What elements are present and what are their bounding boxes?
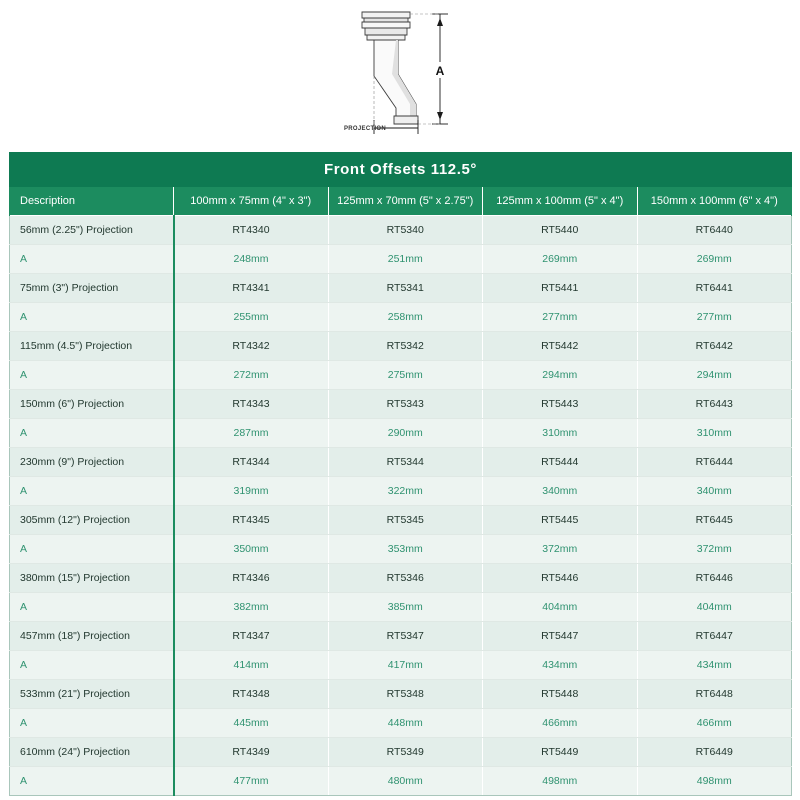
cell-dimension: 322mm [328, 477, 483, 506]
cell-dimension: 272mm [174, 361, 329, 390]
column-header-size-3: 125mm x 100mm (5" x 4") [483, 187, 638, 216]
cell-product-code: RT4346 [174, 564, 329, 593]
column-header-description: Description [10, 187, 174, 216]
cell-product-code: RT5448 [483, 680, 638, 709]
cell-product-code: RT6442 [637, 332, 792, 361]
column-header-size-4: 150mm x 100mm (6" x 4") [637, 187, 792, 216]
cell-dimension: 350mm [174, 535, 329, 564]
column-header-size-1: 100mm x 75mm (4" x 3") [174, 187, 329, 216]
table-row [10, 767, 792, 796]
cell-product-code: RT6446 [637, 564, 792, 593]
cell-product-code: RT5441 [483, 274, 638, 303]
cell-description: A [10, 245, 174, 274]
cell-product-code: RT4341 [174, 274, 329, 303]
cell-dimension: 269mm [637, 245, 792, 274]
cell-dimension: 466mm [483, 709, 638, 738]
table-row [10, 622, 792, 651]
cell-product-code: RT5341 [328, 274, 483, 303]
cell-dimension: 290mm [328, 419, 483, 448]
cell-product-code: RT6444 [637, 448, 792, 477]
cell-dimension: 294mm [483, 361, 638, 390]
cell-description: 380mm (15") Projection [10, 564, 174, 593]
cell-product-code: RT4345 [174, 506, 329, 535]
cell-description: 115mm (4.5") Projection [10, 332, 174, 361]
cell-dimension: 434mm [637, 651, 792, 680]
cell-dimension: 480mm [328, 767, 483, 796]
cell-description: A [10, 361, 174, 390]
cell-dimension: 275mm [328, 361, 483, 390]
cell-product-code: RT5347 [328, 622, 483, 651]
cell-product-code: RT5348 [328, 680, 483, 709]
front-offsets-table [9, 152, 792, 796]
offset-profile-svg [340, 4, 470, 144]
cell-dimension: 372mm [483, 535, 638, 564]
cell-description: A [10, 767, 174, 796]
cell-description: 230mm (9") Projection [10, 448, 174, 477]
cell-dimension: 310mm [637, 419, 792, 448]
cell-dimension: 434mm [483, 651, 638, 680]
cell-product-code: RT5444 [483, 448, 638, 477]
cell-description: 305mm (12") Projection [10, 506, 174, 535]
cell-description: 75mm (3") Projection [10, 274, 174, 303]
cell-description: A [10, 651, 174, 680]
table-row [10, 477, 792, 506]
diagram-area [0, 0, 800, 152]
cell-product-code: RT5340 [328, 216, 483, 245]
cell-description: 457mm (18") Projection [10, 622, 174, 651]
cell-product-code: RT6449 [637, 738, 792, 767]
cell-product-code: RT4349 [174, 738, 329, 767]
cell-description: A [10, 419, 174, 448]
cell-dimension: 340mm [483, 477, 638, 506]
cell-dimension: 445mm [174, 709, 329, 738]
cell-product-code: RT4347 [174, 622, 329, 651]
cell-product-code: RT5345 [328, 506, 483, 535]
cell-product-code: RT5445 [483, 506, 638, 535]
cell-description: 56mm (2.25") Projection [10, 216, 174, 245]
table-row [10, 216, 792, 245]
cell-description: A [10, 535, 174, 564]
cell-dimension: 277mm [637, 303, 792, 332]
cell-dimension: 251mm [328, 245, 483, 274]
cell-product-code: RT5442 [483, 332, 638, 361]
table-row [10, 390, 792, 419]
cell-dimension: 277mm [483, 303, 638, 332]
table-row [10, 245, 792, 274]
cell-dimension: 404mm [637, 593, 792, 622]
cell-product-code: RT6440 [637, 216, 792, 245]
cell-product-code: RT6448 [637, 680, 792, 709]
cell-description: 150mm (6") Projection [10, 390, 174, 419]
cell-dimension: 498mm [483, 767, 638, 796]
table-row [10, 651, 792, 680]
cell-dimension: 248mm [174, 245, 329, 274]
cell-product-code: RT5342 [328, 332, 483, 361]
cell-description: A [10, 593, 174, 622]
cell-dimension: 382mm [174, 593, 329, 622]
table-row [10, 448, 792, 477]
table-body [10, 216, 792, 796]
cell-dimension: 258mm [328, 303, 483, 332]
cell-product-code: RT6443 [637, 390, 792, 419]
cell-product-code: RT5344 [328, 448, 483, 477]
cell-dimension: 340mm [637, 477, 792, 506]
cell-dimension: 287mm [174, 419, 329, 448]
table-row [10, 593, 792, 622]
cell-dimension: 385mm [328, 593, 483, 622]
cell-product-code: RT5346 [328, 564, 483, 593]
table-row [10, 564, 792, 593]
cell-dimension: 353mm [328, 535, 483, 564]
cell-dimension: 477mm [174, 767, 329, 796]
cell-product-code: RT5343 [328, 390, 483, 419]
cell-product-code: RT4342 [174, 332, 329, 361]
cell-product-code: RT6447 [637, 622, 792, 651]
dimension-a-label: A [435, 64, 445, 78]
cell-product-code: RT4344 [174, 448, 329, 477]
header-row [10, 187, 792, 216]
projection-caption: PROJECTION [344, 126, 387, 132]
table-row [10, 361, 792, 390]
table-row [10, 274, 792, 303]
cell-description: A [10, 477, 174, 506]
cell-description: 533mm (21") Projection [10, 680, 174, 709]
cell-dimension: 448mm [328, 709, 483, 738]
cell-dimension: 414mm [174, 651, 329, 680]
cell-dimension: 269mm [483, 245, 638, 274]
cell-dimension: 417mm [328, 651, 483, 680]
table-row [10, 535, 792, 564]
cell-description: 610mm (24") Projection [10, 738, 174, 767]
table-row [10, 738, 792, 767]
table-row [10, 419, 792, 448]
cell-dimension: 310mm [483, 419, 638, 448]
cell-product-code: RT5449 [483, 738, 638, 767]
cell-product-code: RT5447 [483, 622, 638, 651]
table-title: Front Offsets 112.5° [9, 152, 792, 187]
cell-dimension: 294mm [637, 361, 792, 390]
cell-product-code: RT5349 [328, 738, 483, 767]
cell-dimension: 404mm [483, 593, 638, 622]
table-row [10, 332, 792, 361]
cell-dimension: 498mm [637, 767, 792, 796]
cell-product-code: RT5446 [483, 564, 638, 593]
column-header-size-2: 125mm x 70mm (5" x 2.75") [328, 187, 483, 216]
table-row [10, 709, 792, 738]
cell-dimension: 372mm [637, 535, 792, 564]
cell-dimension: 466mm [637, 709, 792, 738]
table-header [10, 187, 792, 216]
offset-profile-diagram [340, 4, 470, 144]
table-row [10, 506, 792, 535]
table-row [10, 303, 792, 332]
cell-product-code: RT6445 [637, 506, 792, 535]
cell-product-code: RT5440 [483, 216, 638, 245]
cell-description: A [10, 303, 174, 332]
table-row [10, 680, 792, 709]
cell-product-code: RT4340 [174, 216, 329, 245]
cell-product-code: RT4343 [174, 390, 329, 419]
cell-description: A [10, 709, 174, 738]
cell-dimension: 255mm [174, 303, 329, 332]
cell-dimension: 319mm [174, 477, 329, 506]
cell-product-code: RT5443 [483, 390, 638, 419]
cell-product-code: RT4348 [174, 680, 329, 709]
cell-product-code: RT6441 [637, 274, 792, 303]
